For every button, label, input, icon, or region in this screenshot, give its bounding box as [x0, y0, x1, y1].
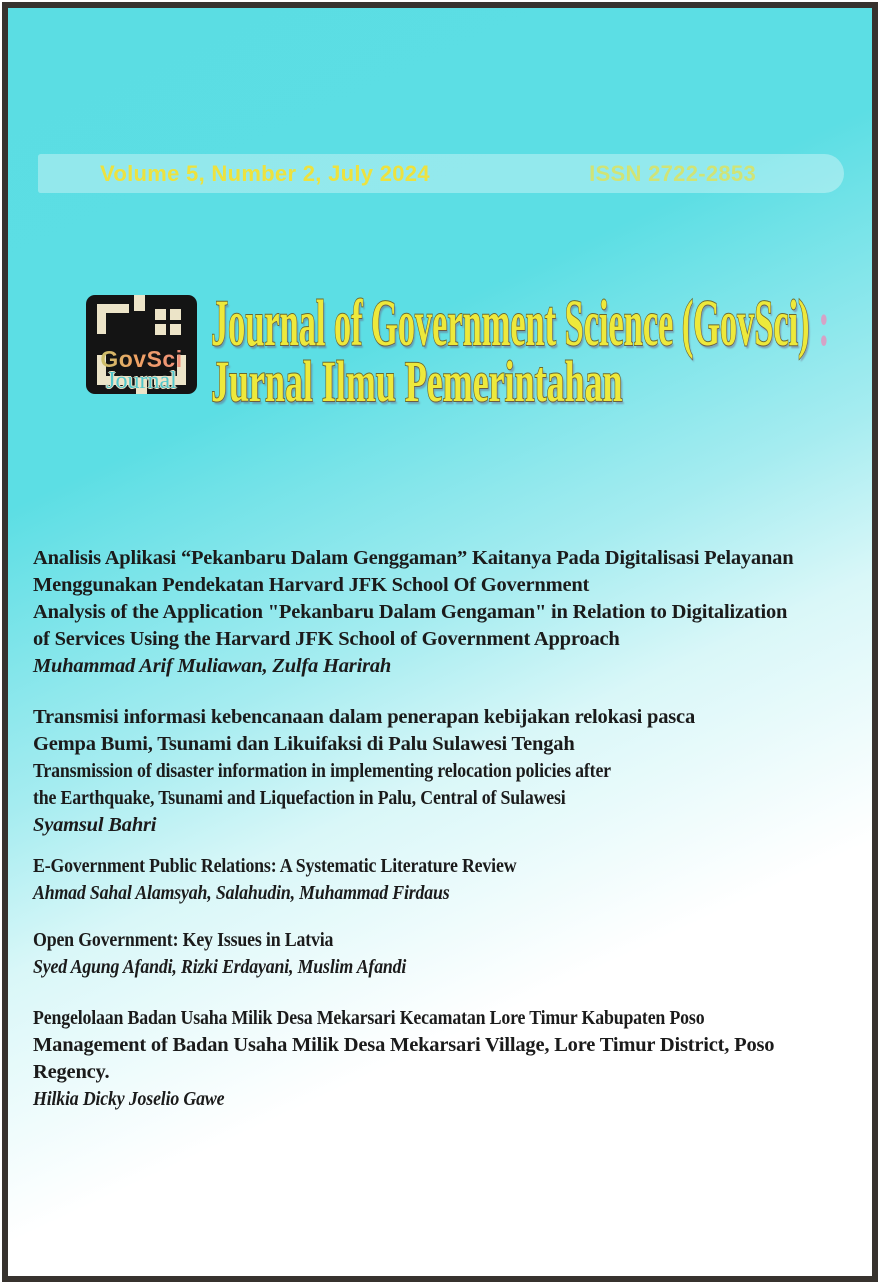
- article-title-line: Regency.: [33, 1061, 110, 1083]
- article-title-line: Transmisi informasi kebencanaan dalam penerapan kebijakan relokasi pasca: [33, 706, 696, 728]
- article-title-line: Pengelolaan Badan Usaha Milik Desa Mekarsari Kecamatan Lore Timur Kabupaten Poso: [33, 1007, 705, 1029]
- article-title-line: of Services Using the Harvard JFK School of Government Approach: [33, 628, 620, 650]
- journal-title: [211, 287, 880, 414]
- logo-journal-text: Journal: [106, 368, 177, 394]
- article-authors: Syed Agung Afandi, Rizki Erdayani, Muslim Afandi: [33, 956, 407, 978]
- article-title-line: Gempa Bumi, Tsunami dan Likuifaksi di Palu Sulawesi Tengah: [33, 733, 575, 755]
- article-title-line: Transmission of disaster information in implementing relocation policies after: [33, 760, 611, 782]
- article-title-line: the Earthquake, Tsunami and Liquefaction in Palu, Central of Sulawesi: [33, 787, 566, 809]
- article-authors: Hilkia Dicky Joselio Gawe: [33, 1088, 225, 1110]
- article-entry: [33, 1005, 855, 1113]
- issue-info: Volume 5, Number 2, July 2024: [100, 160, 430, 186]
- journal-cover-page: [2, 2, 878, 1282]
- logo-frame-bracket-icon: [97, 304, 106, 334]
- article-authors: Ahmad Sahal Alamsyah, Salahudin, Muhammad Firdaus: [33, 882, 450, 904]
- logo-govsci-text: GovSci: [86, 346, 197, 373]
- journal-title-english: [211, 287, 830, 360]
- article-authors: Muhammad Arif Muliawan, Zulfa Harirah: [33, 655, 392, 677]
- article-title-line: Analysis of the Application "Pekanbaru Dalam Gengaman" in Relation to Digitalization: [33, 601, 788, 623]
- article-authors: Syamsul Bahri: [33, 814, 157, 836]
- article-entry: [33, 704, 855, 839]
- article-entry: [33, 545, 855, 680]
- title-colon: :: [809, 287, 830, 360]
- window-grid-icon: [155, 309, 181, 335]
- article-title-line: E-Government Public Relations: A Systematic Literature Review: [33, 855, 517, 877]
- logo-frame-tab-icon: [134, 295, 145, 311]
- article-title-line: Menggunakan Pendekatan Harvard JFK School Of Government: [33, 574, 590, 596]
- article-title-line: Open Government: Key Issues in Latvia: [33, 929, 334, 951]
- issue-banner: [38, 154, 844, 193]
- article-entry: [33, 927, 855, 981]
- govsci-journal-logo: [86, 295, 197, 394]
- journal-title-english-text: Journal of Government Science (GovSci): [211, 287, 810, 360]
- article-title-line: Management of Badan Usaha Milik Desa Mekarsari Village, Lore Timur District, Poso: [33, 1034, 775, 1056]
- article-entry: [33, 853, 855, 907]
- articles-list: [33, 545, 855, 1137]
- journal-title-indonesian: Jurnal Ilmu Pemerintahan: [211, 349, 623, 414]
- issn-number: ISSN 2722-2853: [589, 160, 756, 186]
- article-title-line: Analisis Aplikasi “Pekanbaru Dalam Genggaman” Kaitanya Pada Digitalisasi Pelayanan: [33, 547, 794, 569]
